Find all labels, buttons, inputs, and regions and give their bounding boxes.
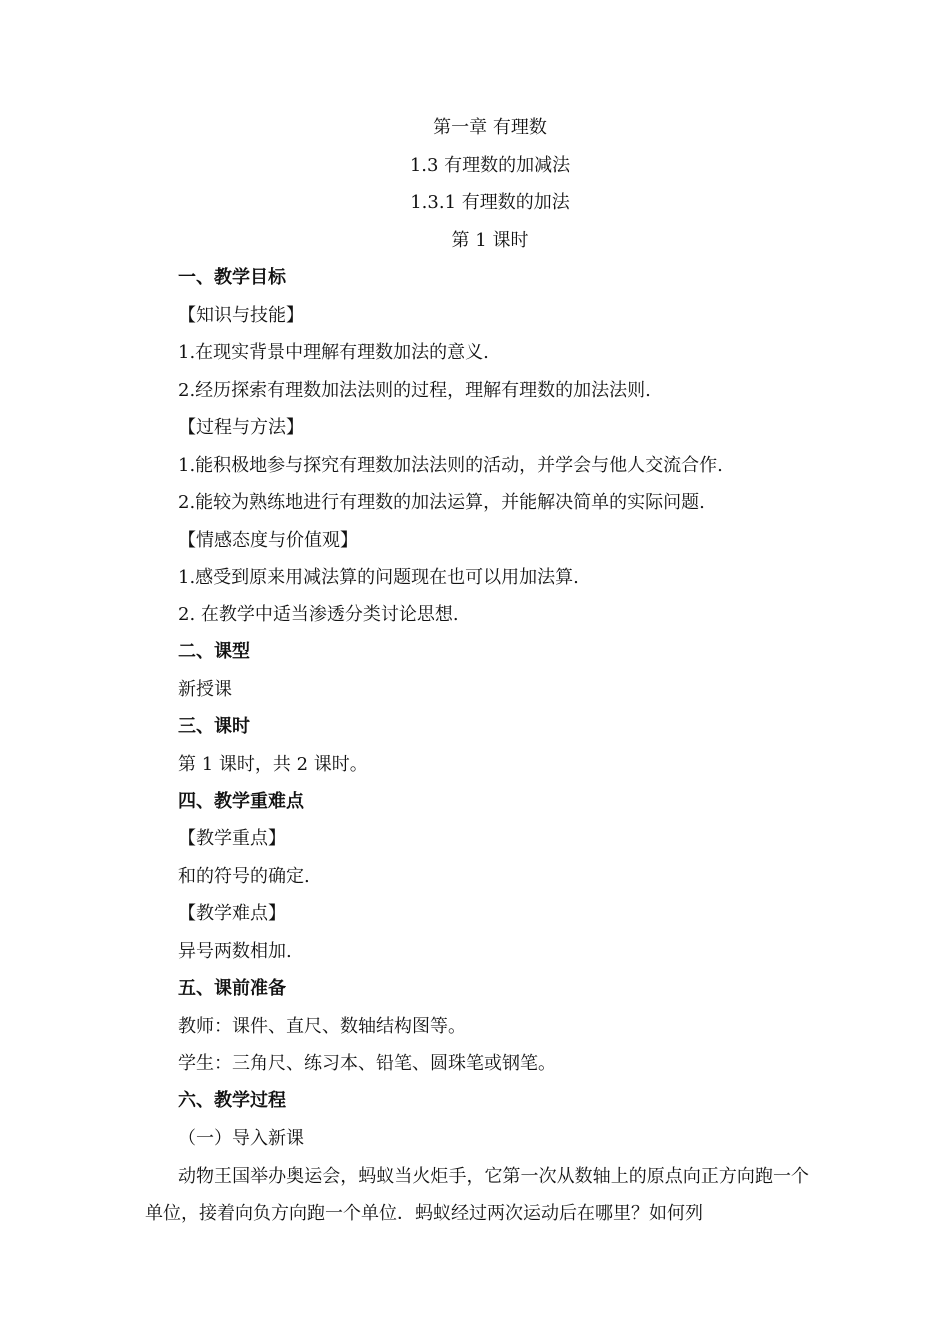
label-knowledge: 【知识与技能】 xyxy=(178,305,304,326)
teacher-preparation: 教师：课件、直尺、数轴结构图等。 xyxy=(178,1016,466,1037)
lesson-title: 第 1 课时 xyxy=(451,230,529,251)
chapter-title: 第一章 有理数 xyxy=(433,117,547,138)
heading-lesson-type: 二、课型 xyxy=(178,641,250,662)
student-preparation: 学生：三角尺、练习本、铅笔、圆珠笔或钢笔。 xyxy=(178,1053,556,1074)
key-point-text: 和的符号的确定. xyxy=(178,866,310,887)
heading-objectives: 一、教学目标 xyxy=(178,267,286,288)
intro-paragraph: 动物王国举办奥运会，蚂蚁当火炬手，它第一次从数轴上的原点向正方向跑一个单位，接着向负方向跑一个单位．蚂蚁经过两次运动后在哪里？如何列 xyxy=(145,1166,809,1224)
list-item: 1.能积极地参与探究有理数加法法则的活动，并学会与他人交流合作. xyxy=(178,455,723,476)
class-hours-text: 第 1 课时，共 2 课时。 xyxy=(178,754,368,775)
section-title: 1.3 有理数的加减法 xyxy=(409,155,571,176)
lesson-type-text: 新授课 xyxy=(178,679,232,700)
list-item: 1.感受到原来用减法算的问题现在也可以用加法算. xyxy=(178,567,579,588)
heading-preparation: 五、课前准备 xyxy=(178,978,286,999)
label-emotion: 【情感态度与价值观】 xyxy=(178,530,358,551)
subsection-title: 1.3.1 有理数的加法 xyxy=(410,192,570,213)
label-process: 【过程与方法】 xyxy=(178,417,304,438)
list-item: 2.经历探索有理数加法法则的过程，理解有理数的加法法则. xyxy=(178,380,651,401)
difficult-point-text: 异号两数相加. xyxy=(178,941,292,962)
subheading-intro: （一）导入新课 xyxy=(178,1128,304,1149)
heading-key-points: 四、教学重难点 xyxy=(178,791,304,812)
list-item: 2. 在教学中适当渗透分类讨论思想. xyxy=(178,604,459,625)
heading-class-hours: 三、课时 xyxy=(178,716,250,737)
list-item: 1.在现实背景中理解有理数加法的意义. xyxy=(178,342,489,363)
label-difficult-point: 【教学难点】 xyxy=(178,903,286,924)
list-item: 2.能较为熟练地进行有理数的加法运算，并能解决简单的实际问题. xyxy=(178,492,705,513)
label-key-point: 【教学重点】 xyxy=(178,828,286,849)
heading-teaching-process: 六、教学过程 xyxy=(178,1090,286,1111)
